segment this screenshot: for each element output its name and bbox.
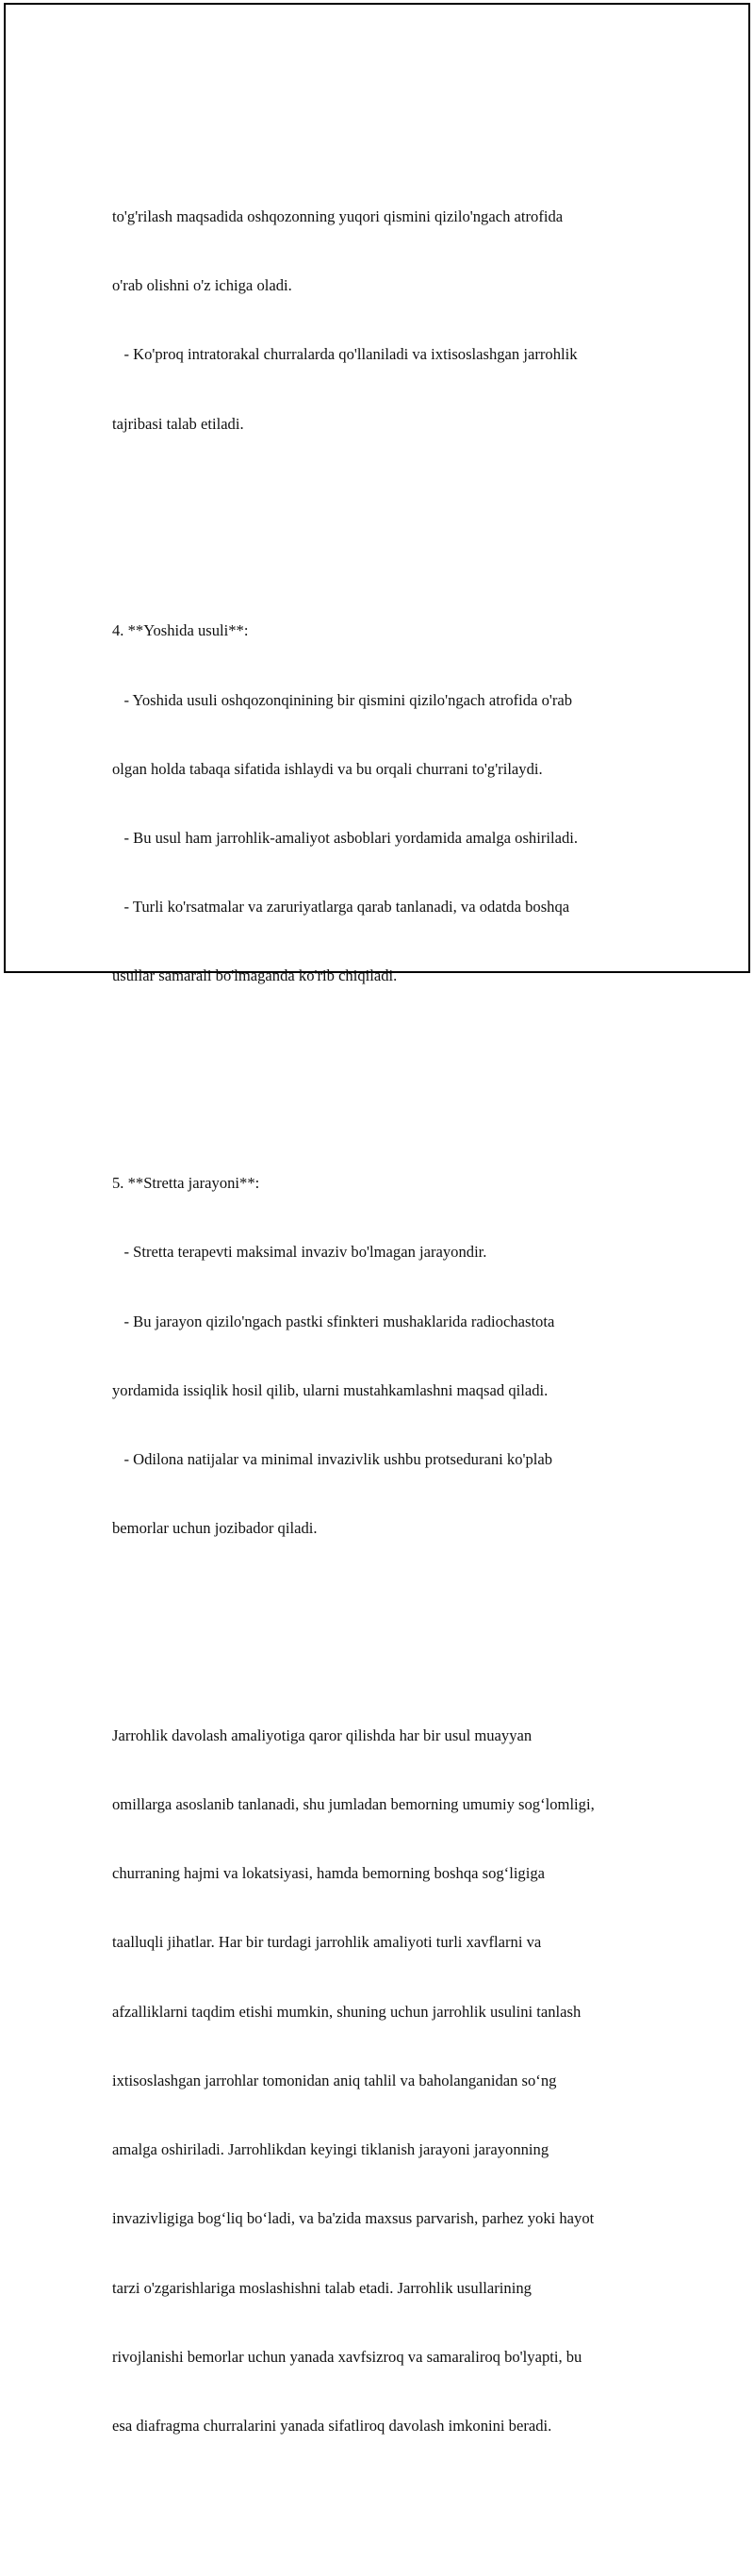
section-stretta-procedure	[112, 1126, 678, 1586]
text-line: to'g'rilash maqsadida oshqozonning yuqori qismini qizilo'ngach atrofida	[112, 207, 564, 226]
text-line: churraning hajmi va lokatsiyasi, hamda bemorning boshqa sog‘ligiga	[112, 1864, 545, 1883]
text-line: olgan holda tabaqa sifatida ishlaydi va bu orqali churrani to'g'rilaydi.	[112, 759, 543, 778]
text-line: tarzi o'zgarishlariga moslashishni talab etadi. Jarrohlik usullarining	[112, 2278, 532, 2297]
text-line: ixtisoslashgan jarrohlar tomonidan aniq tahlil va baholanganidan so‘ng	[112, 2071, 557, 2089]
text-line: yordamida issiqlik hosil qilib, ularni mustahkamlashni maqsad qiladi.	[112, 1380, 549, 1399]
text-line: taalluqli jihatlar. Har bir turdagi jarrohlik amaliyoti turli xavflarni va	[112, 1933, 542, 1952]
text-line: tajribasi talab etiladi.	[112, 414, 244, 433]
text-line: bemorlar uchun jozibador qiladi.	[112, 1519, 318, 1538]
paragraph-conclusion	[112, 1678, 678, 2484]
text-line: - Bu jarayon qizilo'ngach pastki sfinkteri mushaklarida radiochastota	[112, 1312, 555, 1330]
text-line: - Odilona natijalar va minimal invazivlik ushbu protsedurani ko'plab	[112, 1449, 553, 1468]
section-heading: 5. **Stretta jarayoni**:	[112, 1174, 260, 1193]
text-line: usullar samarali bo'lmaganda ko'rib chiqiladi.	[112, 966, 398, 985]
document-page	[4, 3, 750, 2435]
text-line: afzalliklarni taqdim etishi mumkin, shuning uchun jarrohlik usulini tanlash	[112, 2002, 582, 2021]
text-line: - Stretta terapevti maksimal invaziv bo'lmagan jarayondir.	[112, 1243, 487, 1262]
text-line: esa diafragma churralarini yanada sifatliroq davolash imkonini beradi.	[112, 2416, 552, 2435]
text-line: amalga oshiriladi. Jarrohlikdan keyingi tiklanish jarayoni jarayonning	[112, 2140, 549, 2159]
text-line: omillarga asoslanib tanlanadi, shu jumladan bemorning umumiy sog‘lomligi,	[112, 1795, 595, 1814]
section-heading: 4. **Yoshida usuli**:	[112, 621, 249, 640]
text-line: Jarrohlik davolash amaliyotiga qaror qilishda har bir usul muayyan	[112, 1726, 533, 1744]
text-line: - Yoshida usuli oshqozonqinining bir qismini qizilo'ngach atrofida o'rab	[112, 690, 573, 709]
document-body	[112, 91, 678, 2576]
section-yoshida-method	[112, 574, 678, 1034]
text-line: - Bu usul ham jarrohlik-amaliyot asboblari yordamida amalga oshiriladi.	[112, 828, 579, 847]
text-line: rivojlanishi bemorlar uchun yanada xavfsizroq va samaraliroq bo'lyapti, bu	[112, 2347, 582, 2366]
text-line: - Turli ko'rsatmalar va zaruriyatlarga qarab tanlanadi, va odatda boshqa	[112, 898, 570, 916]
paragraph-intro-continuation	[112, 159, 678, 482]
text-line: o'rab olishni o'z ichiga oladi.	[112, 276, 292, 295]
text-line: - Ko'proq intratorakal churralarda qo'llaniladi va ixtisoslashgan jarrohlik	[112, 345, 578, 364]
text-line: invazivligiga bog‘liq bo‘ladi, va ba'zida maxsus parvarish, parhez yoki hayot	[112, 2209, 595, 2228]
